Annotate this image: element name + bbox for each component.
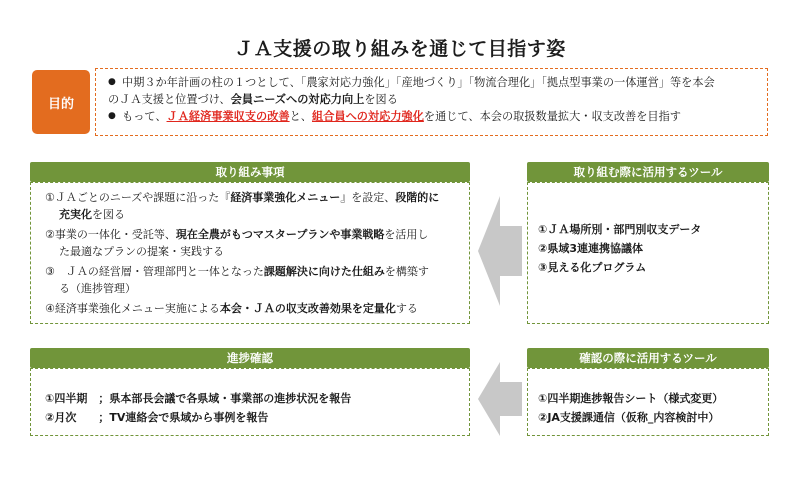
check-tools-panel [527,368,769,436]
purpose-text-1-cont: のＪＡ支援と位置づけ、 会員ニーズへの対応力向上 を図る [108,93,398,106]
tools-header: 取り組む際に活用するツール [527,162,769,182]
initiative-item-4: ④経済事業強化メニュー実施による本会・ＪＡの収支改善効果を定量化する [45,302,418,315]
tool-item-2: ②県域3連連携協議体 [538,242,643,255]
purpose-label: 目的 [32,70,90,134]
purpose-box [95,68,768,136]
progress-header: 進捗確認 [30,348,470,368]
initiative-item-2: ②事業の一体化・受託等、現在全農がもつマスタープランや事業戦略を活用し た最適なプランの提案・実践する [45,228,429,258]
initiative-item-1: ①ＪＡごとのニーズや課題に沿った『経済事業強化メニュー』を設定、段階的に 充実化を図る [45,191,440,221]
left-arrow-icon [478,196,522,306]
progress-panel [30,368,470,436]
check-tool-item-1: ①四半期進捗報告シート（様式変更） [538,392,724,405]
tool-item-3: ③見える化プログラム [538,261,647,274]
progress-item-2: ②月次 ；TV連絡会で県域から事例を報告 [45,411,269,424]
progress-item-1: ①四半期 ；県本部長会議で各県域・事業部の進捗状況を報告 [45,392,352,405]
tool-item-1: ①ＪＡ場所別・部門別収支データ [538,223,702,236]
tools-panel [527,182,769,324]
initiative-item-3: ③ ＪＡの経営層・管理部門と一体となった課題解決に向けた仕組みを構築す る（進捗管理） [45,265,429,295]
purpose-text-1: 中期３か年計画の柱の１つとして、「農家対応力強化」「産地づくり」「物流合理化」「拠点型事業の一体運営」等を本会 [122,76,715,89]
purpose-text-2: もって、ＪＡ経済事業収支の改善と、組合員への対応力強化を通じて、本会の取扱数量拡大・収支改善を目指す [122,110,681,123]
left-arrow-icon [478,362,522,436]
purpose-bullet-1 [108,74,759,91]
bullet-icon: ● [108,77,116,87]
initiatives-header: 取り組み事項 [30,162,470,182]
page-title: ＪＡ支援の取り組みを通じて目指す姿 [234,38,566,60]
check-tool-item-2: ②JA支援課通信（仮称_内容検討中） [538,411,720,424]
check-tools-header: 確認の際に活用するツール [527,348,769,368]
initiatives-panel [30,182,470,324]
purpose-bullet-2 [108,108,759,125]
bullet-icon: ● [108,111,116,121]
